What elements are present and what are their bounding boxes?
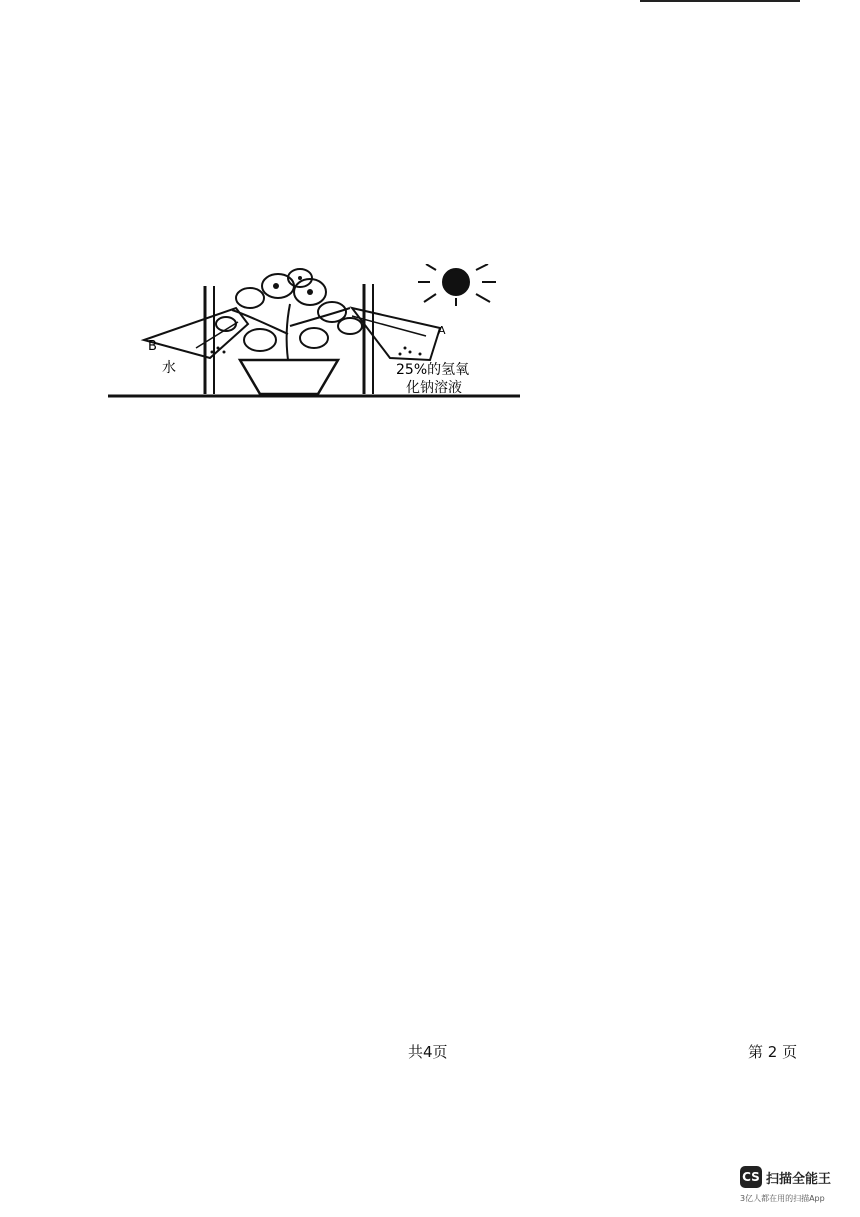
label-naoh-2: 化钠溶液 — [406, 380, 462, 396]
plant-stem — [287, 304, 290, 360]
watermark-tagline: 3亿人都在用的扫描App — [740, 1194, 825, 1203]
label-a: A — [438, 324, 446, 337]
footer-total-pages: 共4页 — [408, 1043, 448, 1061]
footer-page-number: 第 2 页 — [748, 1043, 798, 1061]
photosynthesis-experiment-figure — [100, 264, 530, 404]
watermark-name: 扫描全能王 — [766, 1172, 832, 1187]
sun-icon — [443, 269, 469, 295]
scan-edge-line — [640, 0, 800, 2]
label-naoh-1: 25%的氢氧 — [396, 362, 470, 378]
camscanner-logo-icon: CS — [740, 1166, 762, 1188]
leaf — [244, 329, 276, 351]
leaf — [300, 328, 328, 348]
label-b: B — [148, 339, 157, 354]
flask-b — [144, 308, 248, 358]
leaf — [338, 318, 362, 334]
scanner-watermark — [740, 1166, 840, 1206]
leaf — [236, 288, 264, 308]
flower-pot — [240, 360, 338, 394]
label-water: 水 — [162, 360, 176, 376]
